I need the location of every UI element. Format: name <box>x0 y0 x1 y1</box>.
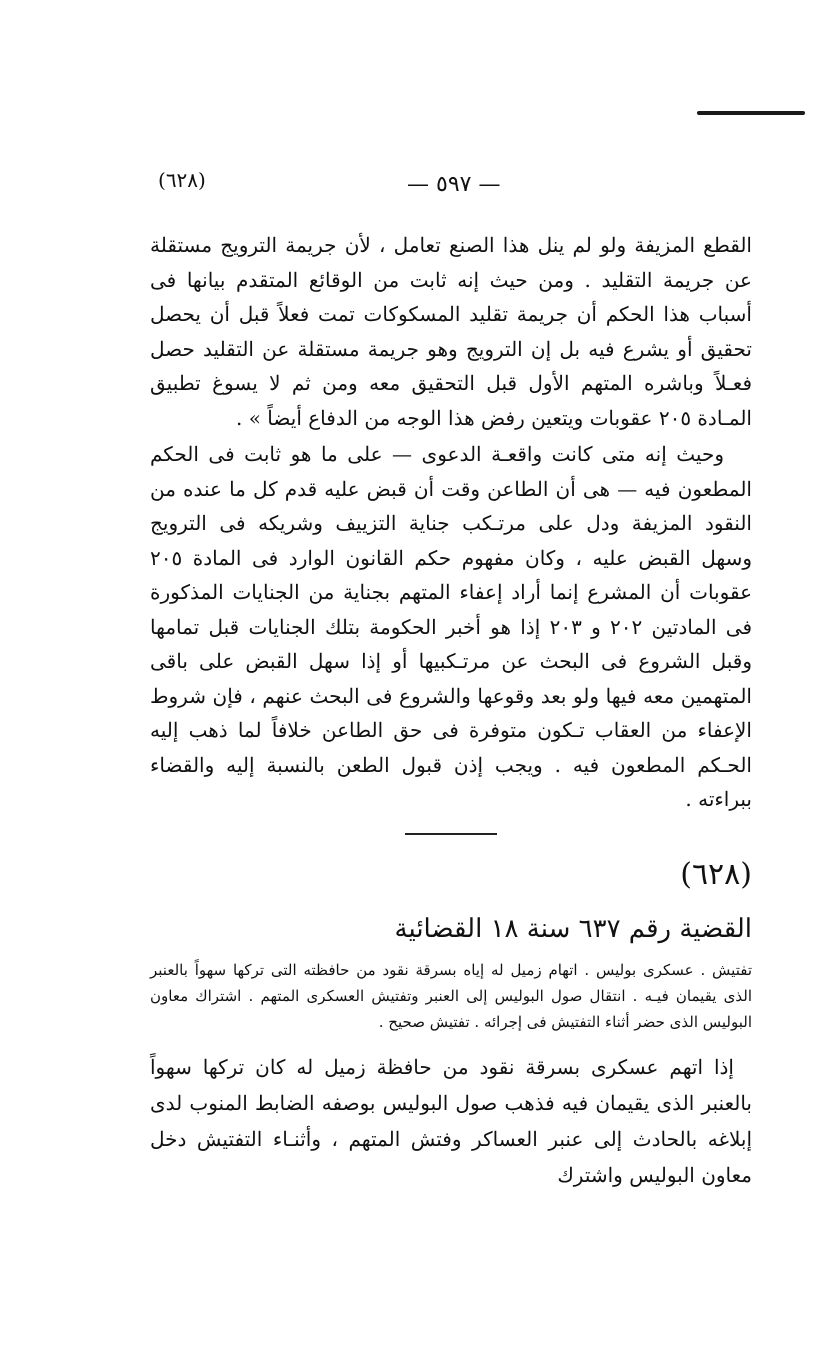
page-body <box>150 228 752 1193</box>
body-paragraph-1: القطع المزيفة ولو لم ينل هذا الصنع تعامل ، لأن جريمة الترويج مستقلة عن جريمة التقليد . ومن حيث إنه ثابت من الوقائع المتقدم بيانها فى أسباب هذا الحكم أن جريمة تقليد المسكوكات تمت فعلاً قبل أن يحصل تحقيق أو يشرع فيه بل إن الترويج وهو جريمة مستقلة عن التقليد حصل فعـلاً وباشره المتهم الأول قبل التحقيق معه ومن ثم لا يسوغ تطبيق المـادة ٢٠٥ عقوبات ويتعين رفض هذا الوجه من الدفاع أيضاً » . <box>150 233 752 430</box>
page-number: — ٥٩٧ — <box>407 172 501 197</box>
section-divider <box>405 833 497 835</box>
header-case-ref: (٦٢٨) <box>158 168 206 192</box>
body-paragraph-2: وحيث إنه متى كانت واقعـة الدعوى — على ما هو ثابت فى الحكم المطعون فيه — هى أن الطاعن وقت أن قبض عليه قدم كل ما عنده من النقود المزيفة ودل على مرتـكب جناية التزييف وشريكه فى الترويج وسهل القبض عليه ، وكان مفهوم حكم القانون الوارد فى المادة ٢٠٥ عقوبات أن المشرع إنما أراد إعفاء المتهم بجناية من الجنايات المذكورة فى المادتين ٢٠٢ و ٢٠٣ إذا هو أخبر الحكومة بتلك الجنايات قبل تمامها وقبل الشروع فى البحث عن مرتـكبيها أو إذا سهل القبض على باقى المتهمين معه فيها ولو بعد وقوعها والشروع فى البحث عنهم ، فإن شروط الإعفاء من العقاب تـكون متوفرة فى حق الطاعن خلافاً لما ذهب إليه الحـكم المطعون فيه . ويجب إذن قبول الطعن بالنسبة إليه والقضاء ببراءته . <box>150 442 753 811</box>
page-header <box>150 168 750 198</box>
top-margin-rule <box>697 111 805 115</box>
case-number-heading: (٦٢٨) <box>680 856 752 892</box>
case-keywords: تفتيش . عسكرى بوليس . اتهام زميل له إياه بسرقة نقود من حافظته التى تركها سهواً بالعنبر الذى يقيمان فيـه . انتقال صول البوليس إلى العنبر وتفتيش العسكرى المتهم . اشتراك معاون البوليس الذى حضر أثناء التفتيش فى إجرائه . تفتيش صحيح . <box>150 960 752 1031</box>
case-ruling: إذا اتهم عسكرى بسرقة نقود من حافظة زميل له كان تركها سهواً بالعنبر الذى يقيمان فيه فذهب صول البوليس بوصفه الضابط المنوب لدى إبلاغه بالحادث إلى عنبر العساكر وفتش المتهم ، وأثنـاء التفتيش دخل معاون البوليس واشترك <box>150 1054 752 1187</box>
case-title: القضية رقم ٦٣٧ سنة ١٨ القضائية <box>394 913 752 944</box>
